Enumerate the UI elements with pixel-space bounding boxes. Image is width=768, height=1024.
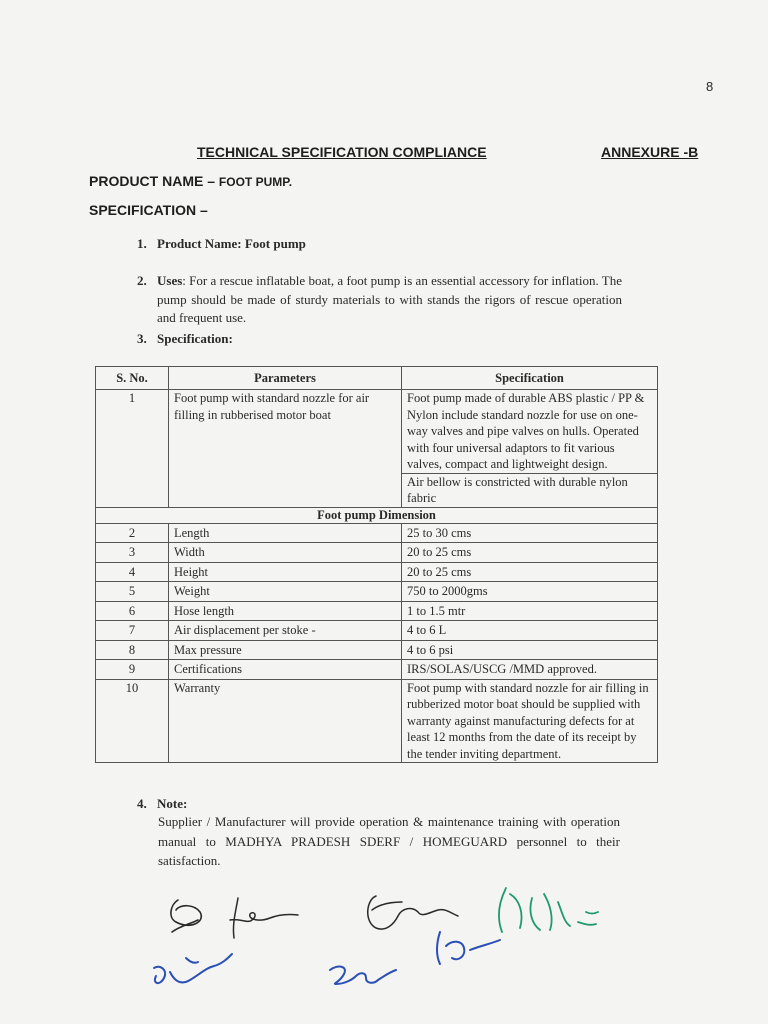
cell-sno: 4 — [96, 562, 169, 582]
uses-label: Uses — [157, 273, 183, 288]
signatures — [140, 860, 640, 1020]
table-row — [96, 660, 658, 680]
item-number: 2. — [137, 273, 147, 288]
item-number: 4. — [137, 796, 147, 811]
cell-sno: 5 — [96, 582, 169, 602]
item-text: Specification: — [157, 331, 233, 346]
cell-parameter: Air displacement per stoke - — [169, 621, 402, 641]
item-specification — [137, 330, 617, 349]
cell-spec: 4 to 6 psi — [402, 640, 658, 660]
table-row — [96, 621, 658, 641]
table-row — [96, 640, 658, 660]
cell-parameter: Length — [169, 523, 402, 543]
cell-spec: 4 to 6 L — [402, 621, 658, 641]
table-row — [96, 601, 658, 621]
header-specification: Specification — [402, 367, 658, 390]
product-name-label: PRODUCT NAME – — [89, 173, 219, 189]
header-parameters: Parameters — [169, 367, 402, 390]
cell-spec: 25 to 30 cms — [402, 523, 658, 543]
document-title: TECHNICAL SPECIFICATION COMPLIANCE — [197, 144, 487, 160]
item-number: 3. — [137, 331, 147, 346]
page-number: 8 — [706, 79, 714, 94]
table-row — [96, 582, 658, 602]
cell-parameter: Certifications — [169, 660, 402, 680]
uses-text: : For a rescue inflatable boat, a foot pump is an essential accessory for inflation. The pump should be made of sturdy materials to with stands the rigors of rescue operation and frequent use. — [157, 273, 622, 325]
cell-sno: 8 — [96, 640, 169, 660]
item-product-name — [137, 235, 617, 254]
note-text: Supplier / Manufacturer will provide operation & maintenance training with operation manual to MADHYA PRADESH SDERF / HOMEGUARD personnel to their satisfaction. — [158, 814, 620, 868]
table-row — [96, 679, 658, 763]
cell-parameter: Warranty — [169, 679, 402, 763]
item-text: Product Name: Foot pump — [157, 236, 306, 251]
cell-sno: 6 — [96, 601, 169, 621]
cell-spec: 750 to 2000gms — [402, 582, 658, 602]
cell-sno: 10 — [96, 679, 169, 763]
note-label: Note: — [157, 796, 188, 811]
cell-parameter: Weight — [169, 582, 402, 602]
table-row — [96, 543, 658, 563]
table-row — [96, 562, 658, 582]
item-note — [137, 795, 617, 814]
cell-sno: 1 — [96, 390, 169, 508]
cell-parameter: Foot pump with standard nozzle for air filling in rubberised motor boat — [169, 390, 402, 508]
cell-spec: 20 to 25 cms — [402, 562, 658, 582]
cell-parameter: Height — [169, 562, 402, 582]
cell-spec: 20 to 25 cms — [402, 543, 658, 563]
cell-spec: IRS/SOLAS/USCG /MMD approved. — [402, 660, 658, 680]
annexure-label: ANNEXURE -B — [601, 144, 699, 160]
specification-heading: SPECIFICATION – — [89, 202, 208, 218]
dimension-heading: Foot pump Dimension — [96, 507, 658, 523]
item-number: 1. — [137, 236, 147, 251]
dimension-heading-row — [96, 507, 658, 523]
table-row — [96, 523, 658, 543]
cell-sno: 3 — [96, 543, 169, 563]
cell-parameter: Hose length — [169, 601, 402, 621]
cell-spec: Foot pump made of durable ABS plastic / PP & Nylon include standard nozzle for use on one-way valves and pipe valves on hulls. Operated with four universal adaptors to fit various valves, compact and lightweight design. — [402, 390, 658, 474]
cell-sno: 7 — [96, 621, 169, 641]
item-text — [157, 272, 622, 328]
cell-spec: 1 to 1.5 mtr — [402, 601, 658, 621]
cell-parameter: Width — [169, 543, 402, 563]
cell-sno: 2 — [96, 523, 169, 543]
specification-table — [95, 366, 658, 763]
header-sno: S. No. — [96, 367, 169, 390]
cell-spec: Air bellow is constricted with durable nylon fabric — [402, 473, 658, 507]
table-header-row — [96, 367, 658, 390]
product-name-line — [89, 173, 292, 189]
cell-spec: Foot pump with standard nozzle for air filling in rubberized motor boat should be supplied with warranty against manufacturing defects for at least 12 months from the date of its receipt by the tender inviting department. — [402, 679, 658, 763]
cell-sno: 9 — [96, 660, 169, 680]
table-row — [96, 390, 658, 474]
item-uses — [137, 272, 622, 328]
product-name-value: FOOT PUMP. — [218, 175, 293, 189]
cell-parameter: Max pressure — [169, 640, 402, 660]
